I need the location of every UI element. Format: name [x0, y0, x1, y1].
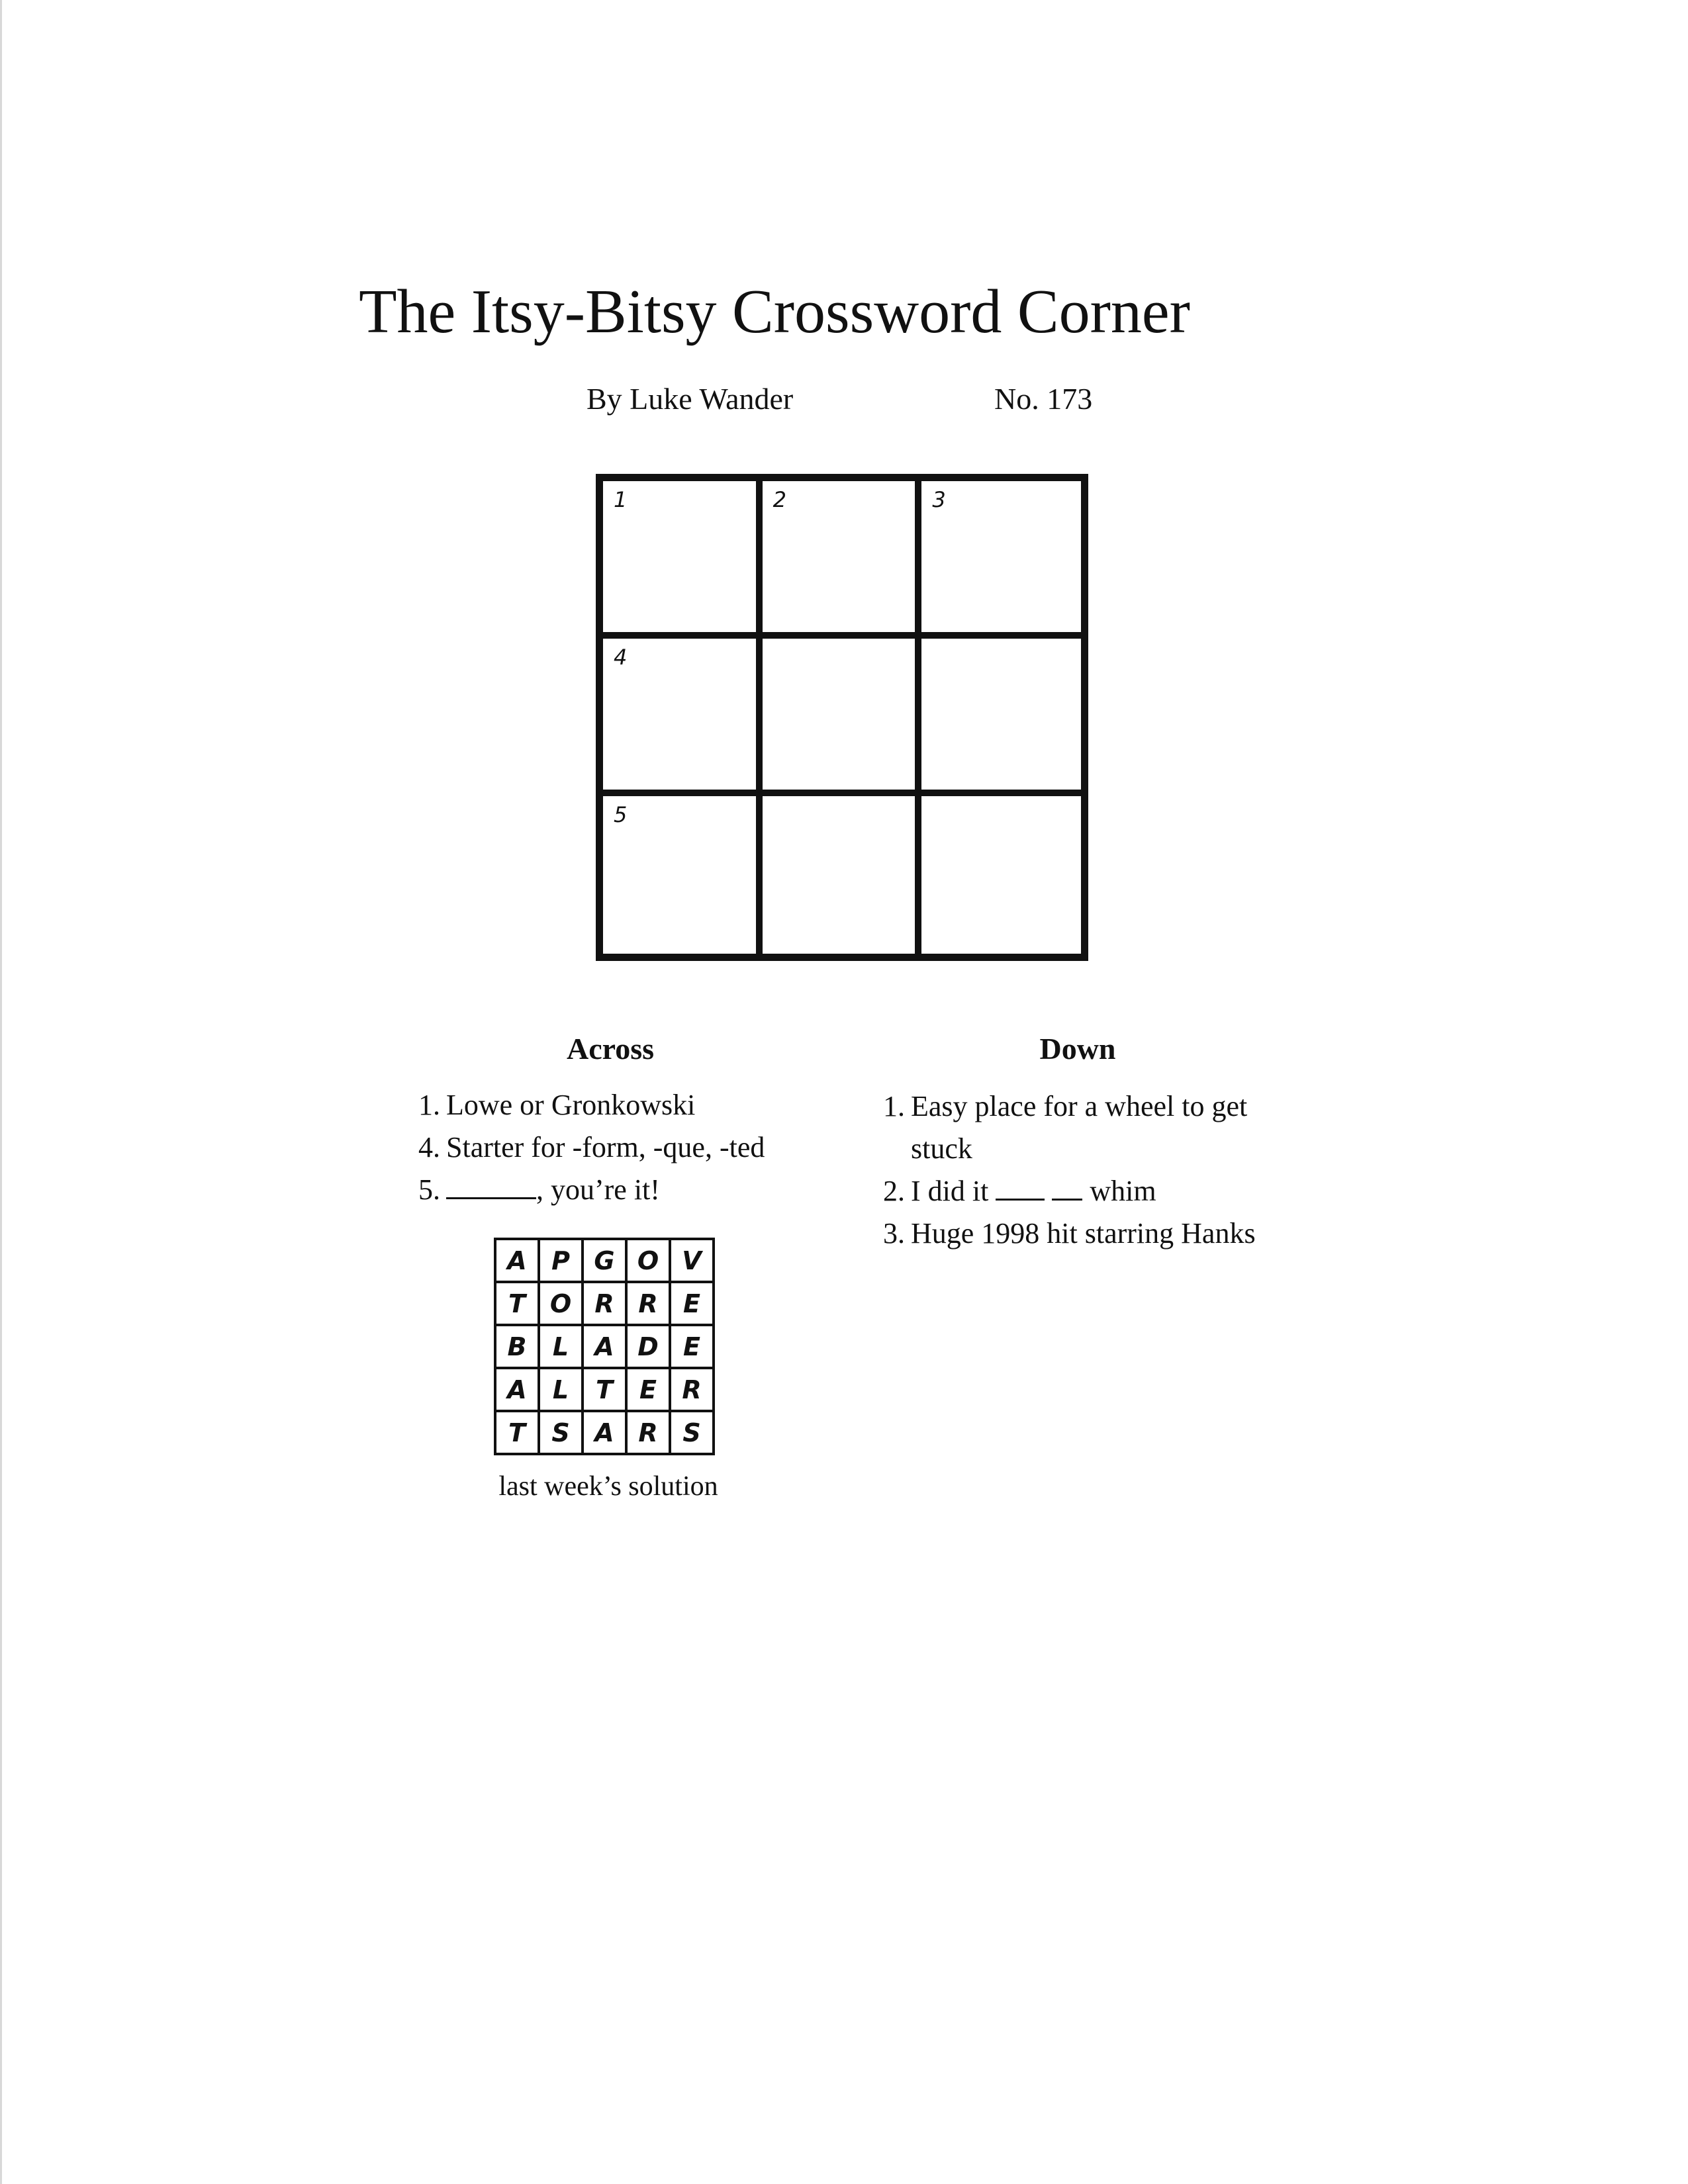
answer-blank	[996, 1172, 1045, 1201]
answer-blank	[1052, 1172, 1082, 1201]
solution-cell: V	[670, 1239, 714, 1282]
solution-cell: A	[495, 1368, 539, 1411]
clue-item	[418, 1126, 829, 1169]
clue-item	[883, 1212, 1320, 1255]
solution-row	[495, 1282, 714, 1325]
solution-cell: T	[495, 1411, 539, 1454]
cell-number: 5	[614, 802, 628, 827]
solution-cell: R	[626, 1411, 670, 1454]
solution-cell: E	[670, 1282, 714, 1325]
clue-text	[446, 1169, 829, 1211]
cell-number: 4	[614, 645, 628, 670]
solution-cell: T	[495, 1282, 539, 1325]
clue-text: Lowe or Gronkowski	[446, 1089, 696, 1121]
grid-cell[interactable]	[921, 481, 1081, 639]
solution-cell: A	[583, 1411, 626, 1454]
clue-number: 3.	[883, 1217, 905, 1250]
grid-cell[interactable]	[603, 796, 763, 954]
clue-text: Huge 1998 hit starring Hanks	[911, 1217, 1256, 1250]
solution-row	[495, 1239, 714, 1282]
author-byline: By Luke Wander	[586, 382, 794, 416]
clue-item	[883, 1170, 1320, 1212]
page-title: The Itsy-Bitsy Crossword Corner	[359, 277, 1190, 346]
clue-item	[418, 1169, 829, 1211]
clue-text-before: I did it	[911, 1175, 989, 1207]
solution-cell: R	[583, 1282, 626, 1325]
cell-number: 1	[614, 487, 628, 512]
solution-cell: S	[539, 1411, 583, 1454]
clue-text: Starter for -form, -que, -ted	[446, 1131, 765, 1163]
solution-cell: L	[539, 1368, 583, 1411]
issue-number: No. 173	[994, 382, 1093, 416]
cell-number: 2	[773, 487, 787, 512]
across-clues	[418, 1084, 829, 1211]
solution-cell: T	[583, 1368, 626, 1411]
solution-cell: S	[670, 1411, 714, 1454]
down-heading: Down	[1039, 1032, 1116, 1066]
grid-cell[interactable]	[921, 796, 1081, 954]
solution-cell: A	[583, 1325, 626, 1368]
last-week-solution-grid	[494, 1238, 715, 1455]
clue-text-line1: Easy place for a wheel to get	[911, 1090, 1248, 1122]
clue-number: 1.	[418, 1089, 440, 1121]
clue-text	[911, 1170, 1320, 1212]
solution-cell: D	[626, 1325, 670, 1368]
solution-cell: E	[670, 1325, 714, 1368]
clue-number: 1.	[883, 1090, 905, 1122]
clue-text-after: whim	[1090, 1175, 1156, 1207]
across-heading: Across	[566, 1032, 655, 1066]
clue-item	[883, 1085, 1320, 1170]
solution-cell: O	[539, 1282, 583, 1325]
solution-cell: B	[495, 1325, 539, 1368]
grid-cell[interactable]	[763, 481, 922, 639]
grid-cell[interactable]	[921, 639, 1081, 796]
clue-number: 2.	[883, 1175, 905, 1207]
grid-cell[interactable]	[603, 481, 763, 639]
clue-text	[911, 1085, 1320, 1170]
solution-cell: A	[495, 1239, 539, 1282]
clue-item	[418, 1084, 829, 1126]
clue-text-line2: stuck	[911, 1132, 972, 1165]
clue-text-after: , you’re it!	[536, 1173, 660, 1206]
down-clues	[883, 1085, 1320, 1255]
solution-row	[495, 1325, 714, 1368]
solution-cell: E	[626, 1368, 670, 1411]
grid-cell[interactable]	[763, 639, 922, 796]
solution-cell: R	[670, 1368, 714, 1411]
solution-cell: P	[539, 1239, 583, 1282]
solution-row	[495, 1368, 714, 1411]
crossword-grid	[596, 474, 1088, 961]
solution-caption: last week’s solution	[498, 1471, 718, 1502]
answer-blank	[446, 1171, 536, 1199]
solution-row	[495, 1411, 714, 1454]
clue-number: 4.	[418, 1131, 440, 1163]
cell-number: 3	[932, 487, 946, 512]
clue-number: 5.	[418, 1173, 440, 1206]
solution-cell: R	[626, 1282, 670, 1325]
solution-cell: L	[539, 1325, 583, 1368]
solution-cell: G	[583, 1239, 626, 1282]
grid-cell[interactable]	[603, 639, 763, 796]
solution-cell: O	[626, 1239, 670, 1282]
grid-cell[interactable]	[763, 796, 922, 954]
